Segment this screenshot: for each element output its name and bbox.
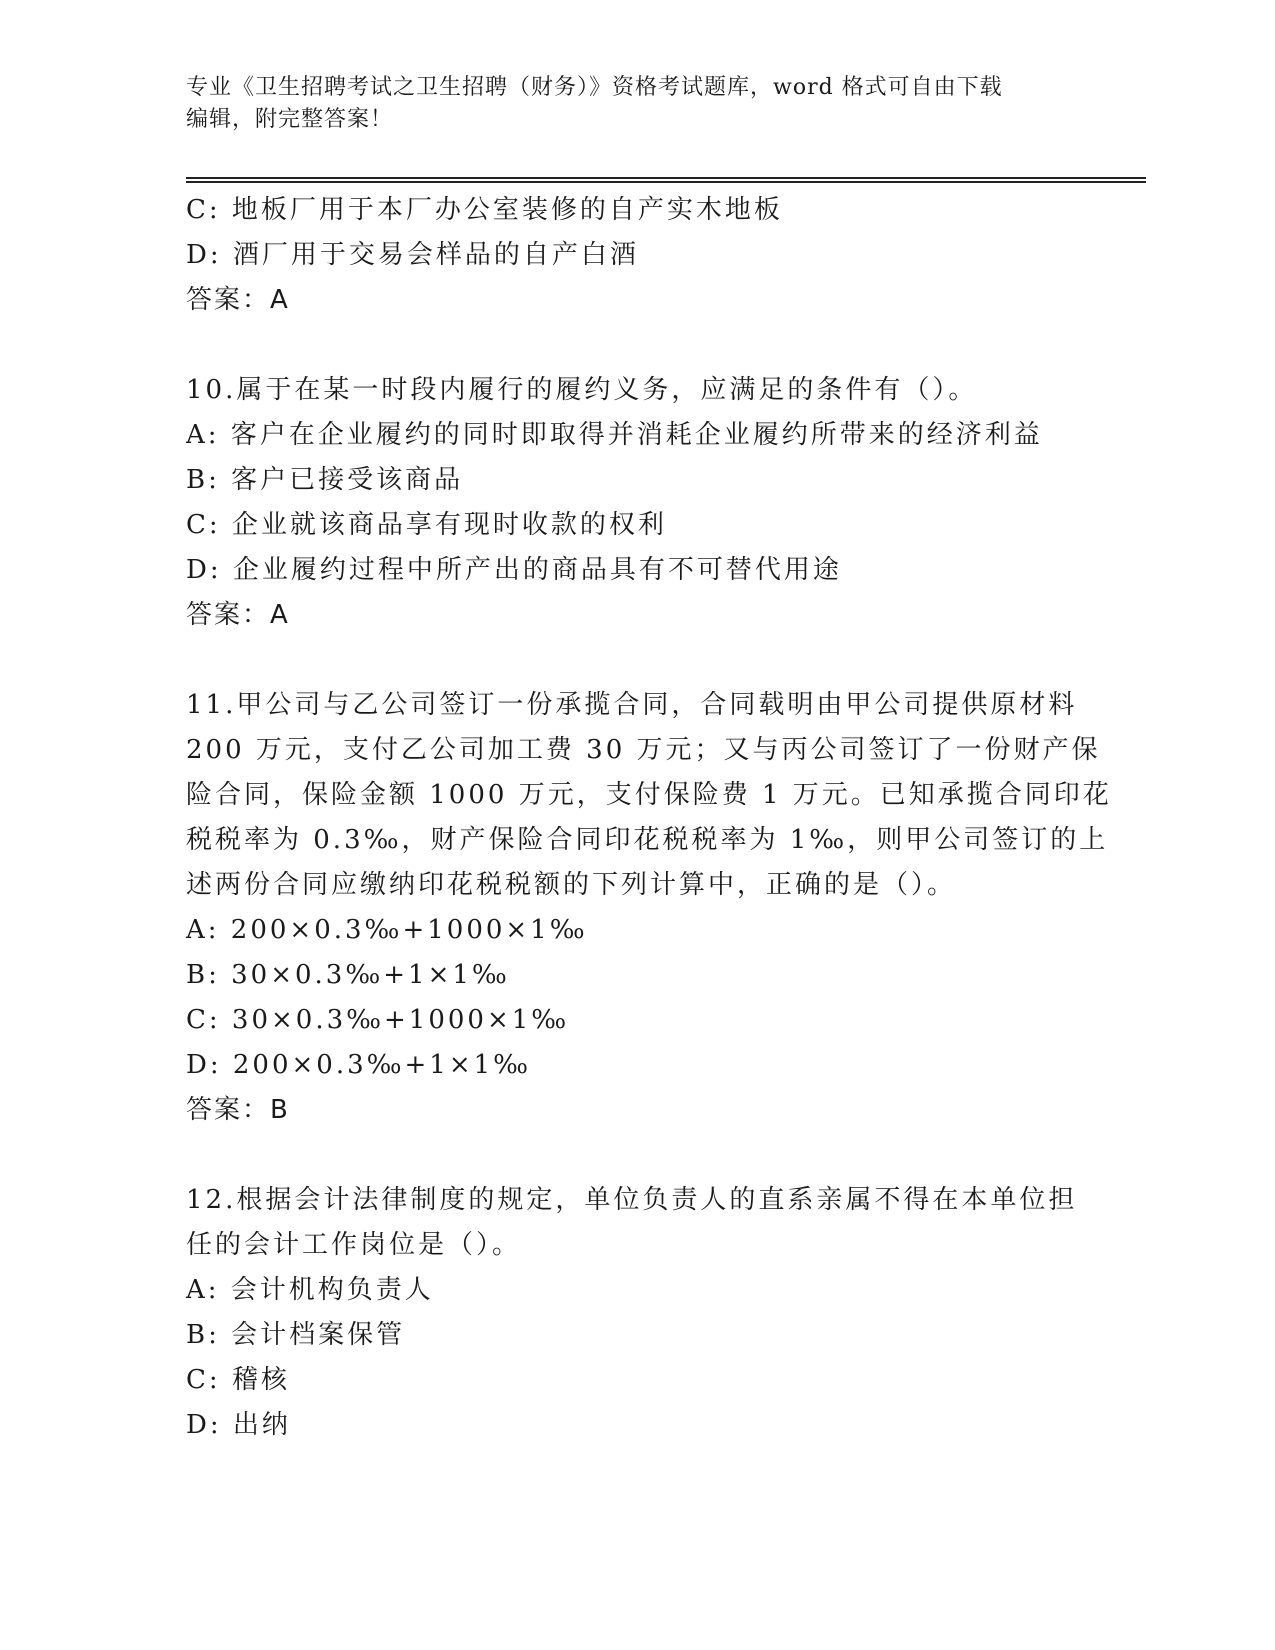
answer-line: 答案：A xyxy=(186,285,290,315)
option-c: C: 30×0.3‰+1000×1‰ xyxy=(186,1005,570,1035)
option-c: C: 企业就该商品享有现时收款的权利 xyxy=(186,510,667,540)
header-divider-bottom xyxy=(186,181,1146,183)
question-text-line: 200 万元，支付乙公司加工费 30 万元；又与丙公司签订了一份财产保 xyxy=(186,735,1101,765)
question-text-line: 险合同，保险金额 1000 万元，支付保险费 1 万元。已知承揽合同印花 xyxy=(186,780,1112,810)
question-text-line: 述两份合同应缴纳印花税税额的下列计算中，正确的是（）。 xyxy=(186,870,957,900)
question-text: 10.属于在某一时段内履行的履约义务，应满足的条件有（）。 xyxy=(186,375,978,405)
question-text-line: 任的会计工作岗位是（）。 xyxy=(186,1230,522,1260)
question-text-line: 11.甲公司与乙公司签订一份承揽合同，合同载明由甲公司提供原材料 xyxy=(186,690,1078,720)
question-text-line: 税税率为 0.3‰，财产保险合同印花税税率为 1‰，则甲公司签订的上 xyxy=(186,825,1109,855)
option-b: B: 客户已接受该商品 xyxy=(186,465,464,495)
option-a: A: 客户在企业履约的同时即取得并消耗企业履约所带来的经济利益 xyxy=(186,420,1043,450)
question-10 xyxy=(186,368,1086,638)
document-body xyxy=(186,188,1112,1448)
option-b: B: 会计档案保管 xyxy=(186,1320,406,1350)
question-9-continued xyxy=(186,188,1086,323)
document-header xyxy=(186,72,1066,136)
answer-line: 答案：A xyxy=(186,600,290,630)
option-c: C: 稽核 xyxy=(186,1365,290,1395)
header-line-1: 专业《卫生招聘考试之卫生招聘（财务）》资格考试题库，word 格式可自由下载 xyxy=(186,75,1003,100)
option-a: A: 200×0.3‰+1000×1‰ xyxy=(186,915,588,945)
option-d: D: 出纳 xyxy=(186,1410,291,1440)
option-d: D: 200×0.3‰+1×1‰ xyxy=(186,1050,532,1080)
option-d: D: 企业履约过程中所产出的商品具有不可替代用途 xyxy=(186,555,842,585)
question-12 xyxy=(186,1178,1086,1448)
option-b: B: 30×0.3‰+1×1‰ xyxy=(186,960,510,990)
question-text-line: 12.根据会计法律制度的规定，单位负责人的直系亲属不得在本单位担 xyxy=(186,1185,1078,1215)
option-d: D: 酒厂用于交易会样品的自产白酒 xyxy=(186,240,639,270)
option-a: A: 会计机构负责人 xyxy=(186,1275,434,1305)
header-line-2: 编辑，附完整答案！ xyxy=(186,107,394,132)
answer-line: 答案：B xyxy=(186,1095,290,1125)
option-c: C: 地板厂用于本厂办公室装修的自产实木地板 xyxy=(186,195,783,225)
question-11 xyxy=(186,683,1112,1133)
header-divider-top xyxy=(186,177,1146,179)
